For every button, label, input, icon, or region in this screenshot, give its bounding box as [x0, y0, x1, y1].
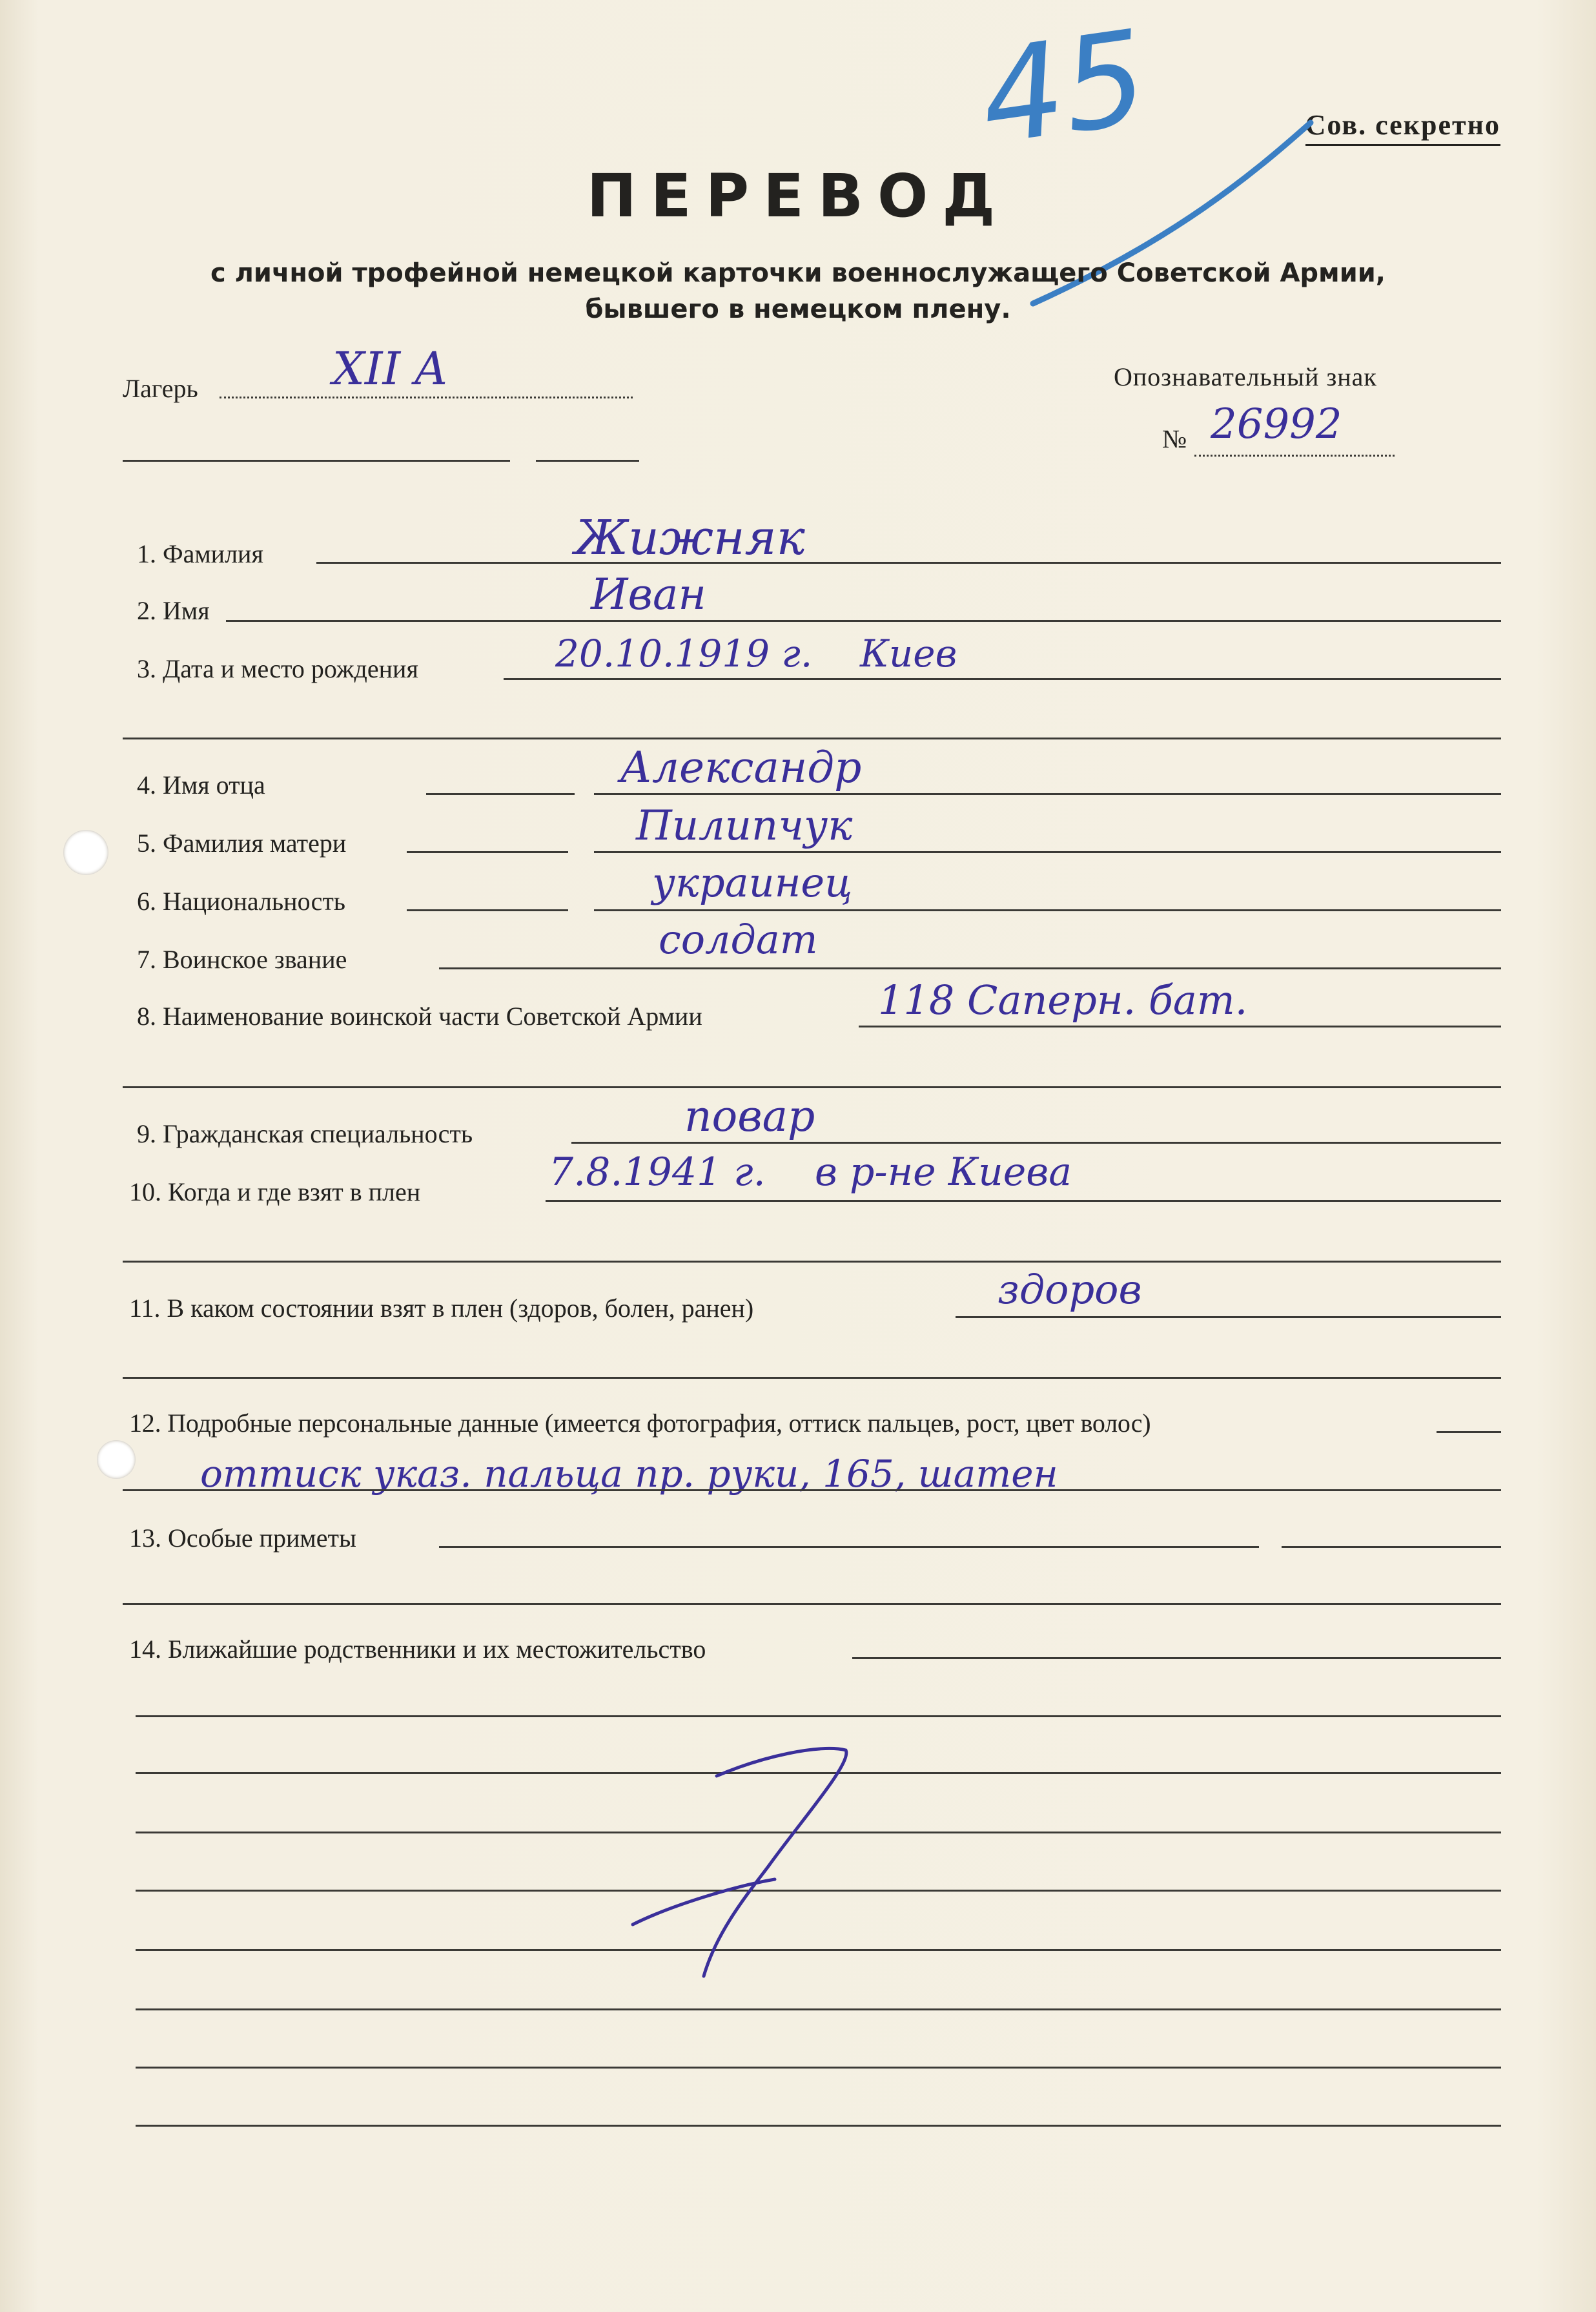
- field-11-line-2: [123, 1377, 1501, 1379]
- id-mark-line: [1194, 455, 1395, 457]
- page-title: ПЕРЕВОД: [586, 161, 1010, 231]
- corner-number-text: 45: [972, 2, 1156, 174]
- field-3-line-2: [123, 738, 1501, 739]
- field-4-value: Александр: [620, 743, 862, 792]
- field-13-line-b: [1282, 1546, 1501, 1548]
- field-8-label: 8. Наименование воинской части Советской Армии: [137, 1002, 702, 1031]
- field-8-value: 118 Саперн. бат.: [878, 976, 1248, 1024]
- field-1-label: 1. Фамилия: [137, 539, 263, 568]
- field-13-line-a: [439, 1546, 1259, 1548]
- field-12-line: [1437, 1431, 1501, 1433]
- field-2-value: Иван: [591, 570, 706, 619]
- field-3-label: 3. Дата и место рождения: [137, 654, 418, 683]
- camp-second-line-b: [536, 460, 639, 462]
- punch-hole-top: [63, 830, 108, 875]
- field-1-line: [316, 562, 1501, 564]
- field-6-value: украинец: [652, 859, 853, 906]
- field-9-value: повар: [684, 1091, 815, 1141]
- field-8-line-2: [123, 1086, 1501, 1088]
- field-6-line-b: [594, 909, 1501, 911]
- id-mark-label: Опознавательный знак: [1114, 362, 1377, 391]
- field-7-label: 7. Воинское звание: [137, 945, 347, 974]
- field-5-label: 5. Фамилия матери: [137, 829, 347, 858]
- page-subtitle: [0, 255, 1596, 327]
- field-8-line: [859, 1026, 1501, 1027]
- field-5-value: Пилипчук: [636, 802, 853, 850]
- classification-stamp: [1305, 108, 1500, 146]
- field-14-label: 14. Ближайшие родственники и их местожительство: [129, 1635, 706, 1664]
- field-11-value: здоров: [998, 1266, 1142, 1313]
- field-2-label: 2. Имя: [137, 596, 210, 625]
- field-7-line: [439, 967, 1501, 969]
- field-14-line-7: [136, 2008, 1501, 2010]
- camp-label: Лагерь: [123, 374, 198, 403]
- field-3-line: [504, 678, 1501, 680]
- field-14-line-8: [136, 2067, 1501, 2069]
- field-13-label: 13. Особые приметы: [129, 1523, 356, 1553]
- subtitle-line-2: бывшего в немецком плену.: [585, 294, 1011, 324]
- classification-text: Сов. секретно: [1305, 109, 1500, 141]
- cancel-mark: [607, 1731, 904, 2002]
- field-6-label: 6. Национальность: [137, 887, 346, 916]
- camp-line: [220, 397, 633, 398]
- field-14-line: [852, 1657, 1501, 1659]
- id-mark-value: 26992: [1211, 400, 1342, 448]
- field-14-line-2: [136, 1715, 1501, 1717]
- field-5-line-a: [407, 851, 568, 853]
- field-4-line-b: [594, 793, 1501, 795]
- field-10-line-2: [123, 1261, 1501, 1263]
- subtitle-line-1: с личной трофейной немецкой карточки военнослужащего Советской Армии,: [210, 258, 1386, 288]
- camp-value: XII A: [332, 342, 447, 395]
- field-11-label: 11. В каком состоянии взят в плен (здоров, болен, ранен): [129, 1294, 754, 1323]
- field-12-label: 12. Подробные персональные данные (имеется фотография, оттиск пальцев, рост, цвет волос): [129, 1409, 1151, 1438]
- field-1-value: Жижняк: [575, 510, 805, 566]
- field-9-line: [571, 1142, 1501, 1144]
- field-5-line-b: [594, 851, 1501, 853]
- field-6-line-a: [407, 909, 568, 911]
- field-12-value: оттиск указ. пальца пр. руки, 165, шатен: [200, 1452, 1058, 1496]
- field-14-line-9: [136, 2125, 1501, 2127]
- field-9-label: 9. Гражданская специальность: [137, 1119, 473, 1148]
- camp-second-line-a: [123, 460, 510, 462]
- field-11-line: [956, 1316, 1501, 1318]
- field-10-line: [546, 1200, 1501, 1202]
- field-12-line-2: [123, 1489, 1501, 1491]
- field-10-label: 10. Когда и где взят в плен: [129, 1177, 421, 1206]
- punch-hole-bottom: [97, 1440, 136, 1479]
- field-10-value: 7.8.1941 г. в р-не Киева: [549, 1150, 1072, 1195]
- field-4-line-a: [426, 793, 575, 795]
- field-4-label: 4. Имя отца: [137, 770, 265, 800]
- id-mark-number-sign: №: [1162, 424, 1187, 453]
- field-13-line-2: [123, 1603, 1501, 1605]
- field-3-value: 20.10.1919 г. Киев: [555, 632, 957, 676]
- field-2-line: [226, 620, 1501, 622]
- field-7-value: солдат: [659, 916, 818, 963]
